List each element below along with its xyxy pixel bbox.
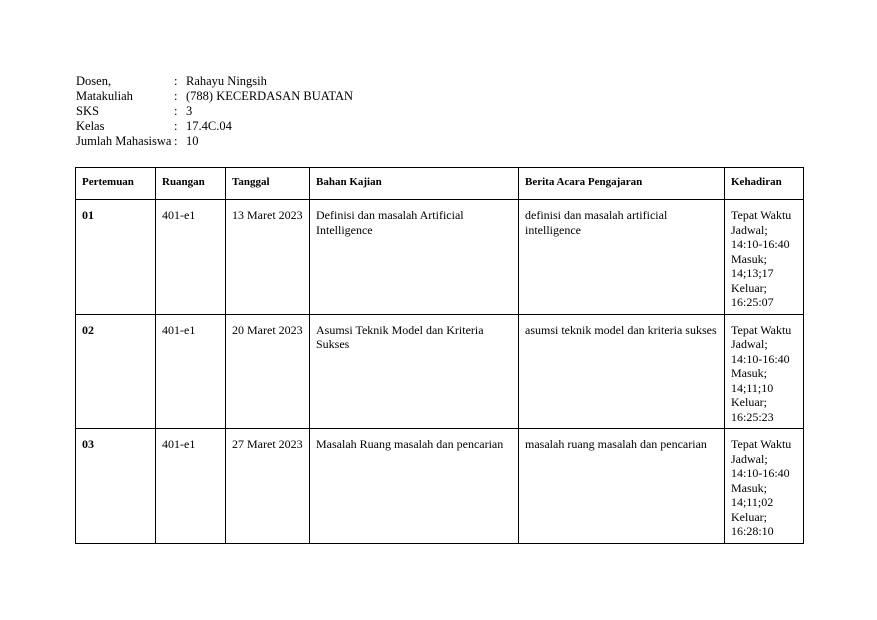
kehadiran-jadwal: 14:10-16:40 xyxy=(731,466,790,480)
meta-label: Jumlah Mahasiswa xyxy=(76,134,172,148)
meta-row-kelas xyxy=(76,119,353,134)
kehadiran-status: Tepat Waktu xyxy=(731,322,792,337)
cell-kehadiran xyxy=(725,429,804,544)
meta-label: Dosen, xyxy=(76,74,112,88)
header-berita-acara: Berita Acara Pengajaran xyxy=(519,168,725,200)
kehadiran-masuk-label: Masuk; xyxy=(731,366,767,380)
table-row xyxy=(76,314,804,429)
table-header-row xyxy=(76,168,804,200)
cell-ruangan: 401-e1 xyxy=(156,429,226,544)
header-pertemuan: Pertemuan xyxy=(76,168,156,200)
cell-pertemuan: 03 xyxy=(76,429,156,544)
meta-row-sks xyxy=(76,104,353,119)
cell-pertemuan: 02 xyxy=(76,314,156,429)
meta-value-dosen: Rahayu Ningsih xyxy=(186,74,267,88)
cell-ruangan: 401-e1 xyxy=(156,200,226,315)
meta-colon: : xyxy=(174,104,178,118)
kehadiran-status: Tepat Waktu xyxy=(731,437,792,451)
cell-kehadiran xyxy=(725,200,804,315)
cell-bahan-kajian: Definisi dan masalah Artificial Intelligence xyxy=(310,200,519,315)
kehadiran-jadwal: 14:10-16:40 xyxy=(731,351,790,366)
header-bahan-kajian: Bahan Kajian xyxy=(310,168,519,200)
kehadiran-keluar: 16:25:07 xyxy=(731,295,774,309)
table-row xyxy=(76,429,804,544)
kehadiran-status: Tepat Waktu xyxy=(731,208,792,222)
cell-berita-acara: masalah ruang masalah dan pencarian xyxy=(519,429,725,544)
meta-row-matakuliah xyxy=(76,89,353,104)
cell-pertemuan: 01 xyxy=(76,200,156,315)
meta-colon: : xyxy=(174,74,178,88)
meta-row-jumlah-mahasiswa xyxy=(76,134,353,149)
meta-value-sks: 3 xyxy=(186,104,193,118)
meta-value-matakuliah: (788) KECERDASAN BUATAN xyxy=(186,89,354,103)
cell-kehadiran xyxy=(725,314,804,429)
kehadiran-keluar: 16:25:23 xyxy=(731,409,774,424)
cell-bahan-kajian: Masalah Ruang masalah dan pencarian xyxy=(310,429,519,544)
kehadiran-masuk-label: Masuk; xyxy=(731,480,767,495)
kehadiran-masuk: 14;13;17 xyxy=(731,266,774,280)
kehadiran-masuk: 14;11;02 xyxy=(731,495,774,509)
meta-colon: : xyxy=(174,119,178,133)
header-kehadiran: Kehadiran xyxy=(725,168,804,200)
cell-bahan-kajian: Asumsi Teknik Model dan Kriteria Sukses xyxy=(310,314,519,429)
kehadiran-masuk-label: Masuk; xyxy=(731,251,767,266)
cell-ruangan: 401-e1 xyxy=(156,314,226,429)
cell-tanggal: 13 Maret 2023 xyxy=(226,200,310,315)
attendance-table xyxy=(75,167,804,544)
cell-tanggal: 20 Maret 2023 xyxy=(226,314,310,429)
meta-row-dosen xyxy=(76,74,353,89)
kehadiran-keluar-label: Keluar; xyxy=(731,395,767,409)
course-info xyxy=(76,74,353,149)
meta-label: Kelas xyxy=(76,119,105,133)
meta-label: Matakuliah xyxy=(76,89,133,103)
meta-colon: : xyxy=(174,134,178,148)
cell-berita-acara: definisi dan masalah artificial intelligence xyxy=(519,200,725,315)
meta-value-jumlah-mahasiswa: 10 xyxy=(186,134,199,148)
meta-colon: : xyxy=(174,89,178,103)
kehadiran-jadwal-label: Jadwal; xyxy=(731,337,768,351)
kehadiran-jadwal-label: Jadwal; xyxy=(731,222,768,237)
kehadiran-keluar-label: Keluar; xyxy=(731,280,767,295)
cell-tanggal: 27 Maret 2023 xyxy=(226,429,310,544)
kehadiran-masuk: 14;11;10 xyxy=(731,380,774,395)
cell-berita-acara: asumsi teknik model dan kriteria sukses xyxy=(519,314,725,429)
meta-value-kelas: 17.4C.04 xyxy=(186,119,232,133)
kehadiran-jadwal-label: Jadwal; xyxy=(731,451,768,466)
kehadiran-keluar-label: Keluar; xyxy=(731,509,767,524)
header-ruangan: Ruangan xyxy=(156,168,226,200)
meta-label: SKS xyxy=(76,104,99,118)
kehadiran-jadwal: 14:10-16:40 xyxy=(731,237,790,251)
table-row xyxy=(76,200,804,315)
header-tanggal: Tanggal xyxy=(226,168,310,200)
kehadiran-keluar: 16:28:10 xyxy=(731,524,774,538)
